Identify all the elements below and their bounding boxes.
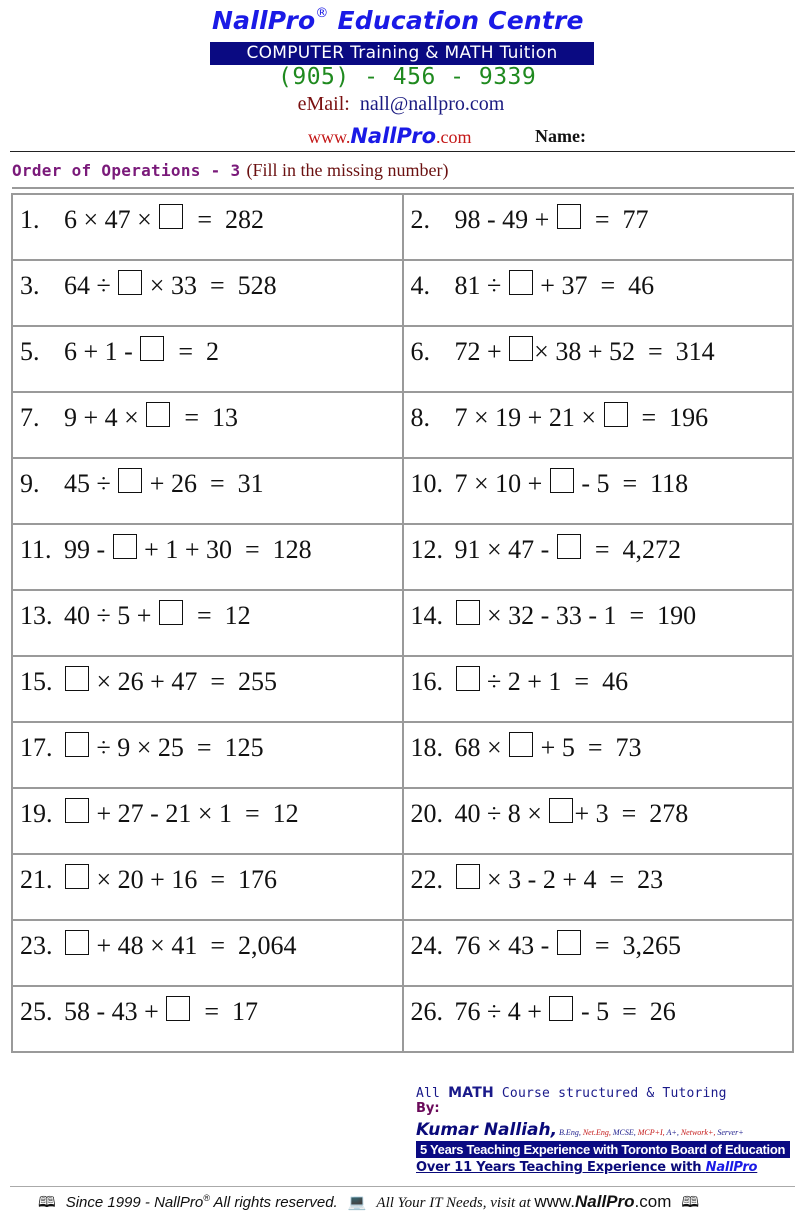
problem-row [12,458,793,524]
answer-box[interactable] [456,864,480,889]
problem-row [12,590,793,656]
equation-right: × 20 + 16 = 176 [90,865,277,894]
answer-box[interactable] [159,600,183,625]
problem-equation [20,204,264,235]
answer-box[interactable] [604,402,628,427]
promo-block [416,1085,796,1175]
problem-equation [411,798,689,829]
problem-equation [411,996,676,1027]
problem-row [12,524,793,590]
equation-left: 40 ÷ 5 + [64,601,158,630]
problem-number: 17. [20,733,53,762]
problem-cell [403,854,794,920]
footer-url-brand: NallPro [575,1192,635,1211]
name-label: Name: [535,126,586,146]
equation-right: = 2 [165,337,219,366]
problem-cell [12,656,403,722]
answer-box[interactable] [65,864,89,889]
problem-number: 5. [20,337,40,366]
computer-icon: 💻 [347,1194,367,1211]
problem-row [12,920,793,986]
problem-number: 22. [410,865,443,894]
problem-cell [12,788,403,854]
problem-equation [20,600,251,631]
equation-left: 98 - 49 + [454,205,556,234]
problem-number: 18. [410,733,443,762]
problems-table [11,193,794,1053]
answer-box[interactable] [557,534,581,559]
problem-number: 10. [410,469,443,498]
equation-right: + 48 × 41 = 2,064 [90,931,297,960]
problem-equation [20,930,297,961]
cred-beng: B.Eng, [557,1128,583,1137]
problem-row [12,194,793,260]
cred-mcse: MCSE, [612,1128,638,1137]
problem-cell [403,986,794,1052]
problem-number: 9. [20,469,40,498]
problem-row [12,326,793,392]
problem-equation [411,732,642,763]
problem-cell [403,920,794,986]
equation-right: = 4,272 [581,535,681,564]
equation-left: 40 ÷ 8 × [454,799,549,828]
equation-right: + 27 - 21 × 1 = 12 [90,799,299,828]
problem-cell [403,722,794,788]
problem-equation [411,468,689,499]
footer-url-suffix: .com [634,1192,672,1211]
problem-cell [12,326,403,392]
problem-number: 15. [20,667,53,696]
equation-right: × 3 - 2 + 4 = 23 [480,865,664,894]
web-prefix: www. [308,127,351,147]
problem-number: 14. [410,601,443,630]
problem-number: 20. [410,799,443,828]
cred-server: Server+ [717,1128,744,1137]
problem-equation [411,402,709,433]
header-divider [10,151,795,152]
equation-right: = 12 [183,601,251,630]
problem-number: 26. [410,997,443,1026]
cred-aplus: A+, [666,1128,681,1137]
email-address[interactable]: nall@nallpro.com [359,93,505,115]
equation-right: × 26 + 47 = 255 [90,667,277,696]
problem-equation [20,864,277,895]
email-label: eMail: [297,93,350,115]
problem-equation [411,336,715,367]
brand-title [212,6,602,35]
equation-right: = 3,265 [581,931,681,960]
problem-cell [12,392,403,458]
problem-number: 6. [410,337,430,366]
equation-right: + 5 = 73 [534,733,642,762]
book-icon: 🕮 [38,1194,56,1211]
problem-number: 11. [20,535,52,564]
problem-cell [12,854,403,920]
problem-row [12,392,793,458]
problem-equation [411,270,655,301]
answer-box[interactable] [65,732,89,757]
problem-number: 21. [20,865,53,894]
problem-number: 23. [20,931,53,960]
answer-box[interactable] [549,798,573,823]
problem-cell [12,722,403,788]
equation-right: + 26 = 31 [143,469,264,498]
website-link[interactable] [308,124,508,148]
equation-left: 7 × 10 + [454,469,549,498]
answer-box[interactable] [557,204,581,229]
equation-right: = 77 [581,205,649,234]
experience-text: Over 11 Years Teaching Experience with [416,1160,706,1175]
equation-right: - 5 = 26 [574,997,676,1026]
problem-equation [20,732,264,763]
problem-cell [403,194,794,260]
problem-number: 7. [20,403,40,432]
equation-left: 72 + [454,337,509,366]
equation-right: + 1 + 30 = 128 [137,535,312,564]
problem-cell [12,920,403,986]
problem-cell [403,656,794,722]
footer [28,1192,788,1217]
equation-left: 6 + 1 - [64,337,140,366]
equation-right: ÷ 2 + 1 = 46 [480,667,629,696]
footer-it-needs: All Your IT Needs, visit at [376,1195,535,1211]
problem-equation [20,468,264,499]
problem-equation [20,798,299,829]
problem-cell [12,194,403,260]
problem-number: 2. [410,205,430,234]
answer-box[interactable] [159,204,183,229]
answer-box[interactable] [456,666,480,691]
problem-equation [411,600,697,631]
answer-box[interactable] [113,534,137,559]
problem-cell [403,524,794,590]
equation-left: 45 ÷ [64,469,118,498]
phone-number: (905) - 456 - 9339 [278,64,537,90]
equation-right: ÷ 9 × 25 = 125 [90,733,264,762]
promo-toronto-banner: 5 Years Teaching Experience with Toronto Board of Education [416,1141,790,1158]
problem-cell [403,788,794,854]
promo-author-line [416,1120,796,1140]
problem-number: 13. [20,601,53,630]
cred-neteng: Net.Eng, [582,1128,613,1137]
equation-left: 91 × 47 - [454,535,556,564]
problem-cell [12,260,403,326]
author-credentials [557,1128,744,1137]
web-brand: NallPro [350,124,436,148]
problem-number: 3. [20,271,40,300]
problem-row [12,854,793,920]
problem-row [12,986,793,1052]
equation-left: 58 - 43 + [64,997,166,1026]
worksheet-heading: Order of Operations - 3 [12,161,241,180]
problem-cell [12,590,403,656]
problem-cell [403,260,794,326]
footer-rights: All rights reserved. [209,1194,338,1211]
problem-cell [12,458,403,524]
worksheet-instructions: (Fill in the missing number) [246,160,449,180]
problem-equation [20,402,238,433]
answer-box[interactable] [456,600,480,625]
equation-left: 81 ÷ [454,271,508,300]
answer-box[interactable] [509,732,533,757]
worksheet-title [12,160,448,181]
problem-number: 19. [20,799,53,828]
footer-registered-mark: ® [203,1193,210,1203]
answer-box[interactable] [166,996,190,1021]
problem-row [12,722,793,788]
experience-brand: NallPro [705,1160,758,1175]
problem-number: 4. [410,271,430,300]
footer-url-prefix: www. [534,1192,575,1211]
equation-left: 68 × [454,733,509,762]
registered-mark: ® [315,5,329,21]
footer-divider [10,1186,795,1187]
tagline-banner: COMPUTER Training & MATH Tuition [210,42,594,65]
problem-equation [20,270,277,301]
problem-number: 16. [410,667,443,696]
problem-equation [411,930,682,961]
problem-equation [411,864,664,895]
equation-right: = 13 [171,403,238,432]
equation-left: 76 ÷ 4 + [454,997,549,1026]
equation-left: 76 × 43 - [454,931,556,960]
answer-box[interactable] [146,402,170,427]
answer-box[interactable] [550,468,574,493]
promo-course: Course structured & Tutoring [493,1086,727,1101]
problem-cell [12,524,403,590]
cred-network: Network+, [680,1128,718,1137]
footer-website-link[interactable] [534,1192,671,1211]
equation-right: × 32 - 33 - 1 = 190 [480,601,697,630]
problem-row [12,656,793,722]
equation-right: = 282 [184,205,264,234]
equation-left: 6 × 47 × [64,205,159,234]
problem-cell [12,986,403,1052]
answer-box[interactable] [140,336,164,361]
equation-left: 64 ÷ [64,271,118,300]
problem-cell [403,590,794,656]
equation-right: - 5 = 118 [574,469,689,498]
answer-box[interactable] [557,930,581,955]
problem-equation [20,336,219,367]
answer-box[interactable] [118,270,142,295]
promo-by: By: [416,1101,440,1116]
answer-box[interactable] [65,666,89,691]
problem-number: 25. [20,997,53,1026]
promo-course-line [416,1085,796,1101]
problem-cell [403,326,794,392]
equation-right: + 3 = 278 [574,799,689,828]
author-name: Kumar Nalliah, [416,1120,558,1140]
problem-equation [411,666,629,697]
cred-mcpi: MCP+I, [637,1128,667,1137]
problem-row [12,260,793,326]
equation-left: 9 + 4 × [64,403,146,432]
equation-right: = 17 [191,997,258,1026]
problem-number: 8. [410,403,430,432]
promo-math: MATH [448,1085,494,1101]
answer-box[interactable] [118,468,142,493]
book-icon: 🕮 [681,1194,700,1211]
problem-number: 12. [410,535,443,564]
problem-number: 1. [20,205,40,234]
title-divider [12,187,794,189]
problem-equation [20,666,277,697]
problem-row [12,788,793,854]
brand-name: NallPro [212,6,316,35]
problem-number: 24. [410,931,443,960]
equation-right: = 196 [628,403,709,432]
problem-equation [411,204,649,235]
problem-equation [20,996,258,1027]
answer-box[interactable] [65,798,89,823]
answer-box[interactable] [65,930,89,955]
problem-equation [20,534,312,565]
problem-cell [403,392,794,458]
answer-box[interactable] [509,336,533,361]
promo-all: All [416,1086,449,1101]
equation-right: × 38 + 52 = 314 [534,337,715,366]
equation-right: × 33 = 528 [143,271,277,300]
problem-cell [403,458,794,524]
equation-left: 7 × 19 + 21 × [454,403,603,432]
email-line [0,93,802,116]
brand-suffix: Education Centre [328,6,584,35]
promo-experience-line [416,1160,796,1175]
problem-equation [411,534,682,565]
answer-box[interactable] [549,996,573,1021]
web-suffix: .com [436,127,472,147]
equation-right: + 37 = 46 [533,271,655,300]
equation-left: 99 - [64,535,112,564]
answer-box[interactable] [509,270,533,295]
footer-since: Since 1999 - NallPro [65,1194,204,1211]
